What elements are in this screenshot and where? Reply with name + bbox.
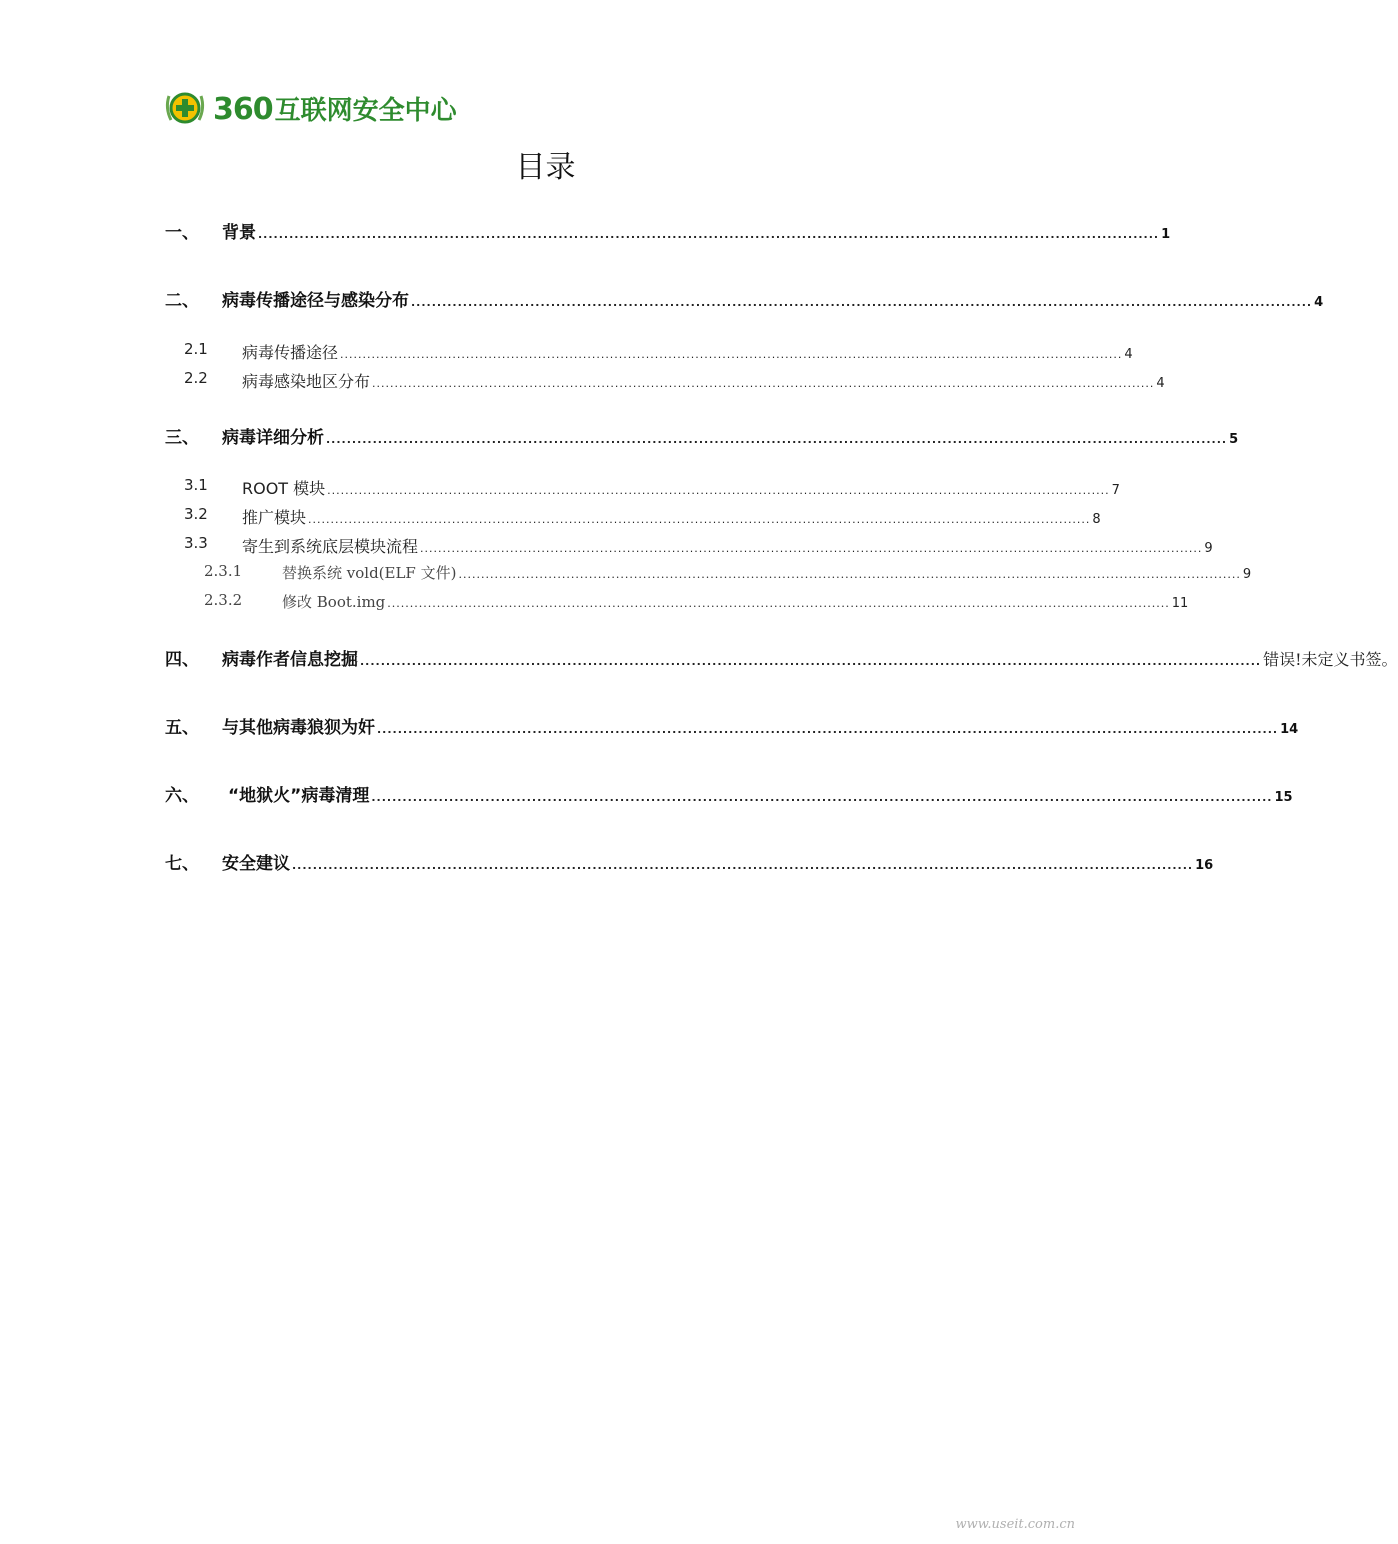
toc-entry-title[interactable]: 病毒感染地区分布 <box>242 372 371 391</box>
toc-entry-title[interactable]: 病毒作者信息挖掘 <box>222 650 358 670</box>
toc-entry-title[interactable]: 寄生到系统底层模块流程 <box>242 537 419 556</box>
toc-subsubentry[interactable] <box>0 562 1252 588</box>
brand-title: 互联网安全中心 <box>274 95 457 126</box>
toc-subentry[interactable] <box>0 369 1165 395</box>
toc-entry-page: 11 <box>1171 596 1189 611</box>
toc-entry-title[interactable]: 修改 Boot.img <box>282 593 386 611</box>
toc-entry-title[interactable]: “地狱火”病毒清理 <box>228 786 370 806</box>
dot-leader: .............................................................................................................................................................................. <box>371 791 1273 804</box>
toc-entry-title[interactable]: 病毒详细分析 <box>222 428 324 448</box>
toc-entry-title[interactable]: 背景 <box>222 223 256 243</box>
dot-leader: .............................................................................................................................................................................. <box>411 296 1313 309</box>
toc-entry-page: 9 <box>1204 541 1213 556</box>
toc-entry-page: 4 <box>1314 295 1324 310</box>
brand-name <box>213 90 457 127</box>
toc-entry-page: 16 <box>1195 858 1214 873</box>
dot-leader: .............................................................................................................................................................................. <box>360 655 1262 668</box>
toc-entry-page: 15 <box>1274 790 1293 805</box>
toc-entry[interactable] <box>0 781 1293 807</box>
toc-entry[interactable] <box>0 849 1214 875</box>
dot-leader: .............................................................................................................................................................................. <box>377 723 1279 736</box>
dot-leader: .............................................................................................................................................................................. <box>420 542 1203 555</box>
toc-entry-number: 七、 <box>165 854 199 874</box>
toc-entry-number: 三、 <box>165 428 199 448</box>
toc-subentry[interactable] <box>0 534 1213 560</box>
toc-entry-number: 2.2 <box>184 369 208 387</box>
toc-subentry[interactable] <box>0 476 1120 502</box>
dot-leader: .............................................................................................................................................................................. <box>308 513 1091 526</box>
toc-entry-number: 二、 <box>165 291 199 311</box>
toc-entry-number: 3.1 <box>184 476 208 494</box>
dot-leader: .............................................................................................................................................................................. <box>340 348 1123 361</box>
toc-entry[interactable] <box>0 423 1239 449</box>
toc-entry-page: 9 <box>1242 567 1252 582</box>
toc-entry-number: 3.2 <box>184 505 208 523</box>
toc-entry-number: 2.3.1 <box>204 562 243 580</box>
toc-entry-page: 14 <box>1280 722 1299 737</box>
toc-entry-page: 7 <box>1111 483 1120 498</box>
page-title: 目录 <box>515 150 576 185</box>
toc-entry-page-error: 错误!未定义书签。 <box>1263 650 1398 669</box>
toc-entry-number: 2.3.2 <box>204 591 243 609</box>
toc-entry-number: 一、 <box>165 223 199 243</box>
dot-leader: .............................................................................................................................................................................. <box>372 377 1155 390</box>
dot-leader: .............................................................................................................................................................................. <box>387 597 1170 610</box>
toc-entry-page: 8 <box>1092 512 1101 527</box>
toc-entry-title[interactable]: 与其他病毒狼狈为奸 <box>222 718 375 738</box>
dot-leader: .............................................................................................................................................................................. <box>327 484 1110 497</box>
toc-entry-title[interactable]: 病毒传播途径与感染分布 <box>222 291 409 311</box>
toc-entry-title[interactable]: ROOT 模块 <box>242 479 326 498</box>
toc-entry-number: 3.3 <box>184 534 208 552</box>
watermark: www.useit.com.cn <box>955 1517 1075 1532</box>
globe-cross-logo-icon <box>163 88 207 128</box>
toc-entry[interactable] <box>0 713 1299 739</box>
toc-entry-page: 4 <box>1156 376 1165 391</box>
toc-subentry[interactable] <box>0 340 1133 366</box>
brand-logo <box>163 88 457 128</box>
toc-entry-number: 四、 <box>165 650 199 670</box>
toc-entry-title[interactable]: 推广模块 <box>242 508 307 527</box>
toc-entry-title[interactable]: 病毒传播途径 <box>242 343 339 362</box>
toc-entry-title[interactable]: 替换系统 vold(ELF 文件) <box>282 564 457 582</box>
toc-entry[interactable] <box>0 645 1398 671</box>
toc-entry[interactable] <box>0 286 1324 312</box>
toc-entry-page: 4 <box>1124 347 1133 362</box>
toc-entry-title[interactable]: 安全建议 <box>222 854 290 874</box>
toc-entry-number: 五、 <box>165 718 199 738</box>
toc-entry-page: 5 <box>1229 432 1239 447</box>
toc-entry-number: 六、 <box>165 786 199 806</box>
dot-leader: .............................................................................................................................................................................. <box>458 568 1241 581</box>
dot-leader: .............................................................................................................................................................................. <box>258 228 1160 241</box>
dot-leader: .............................................................................................................................................................................. <box>292 859 1194 872</box>
dot-leader: .............................................................................................................................................................................. <box>326 433 1228 446</box>
toc-subsubentry[interactable] <box>0 591 1189 617</box>
toc-entry-page: 1 <box>1161 227 1171 242</box>
brand-number: 360 <box>213 91 273 127</box>
toc-entry-number: 2.1 <box>184 340 208 358</box>
toc-entry[interactable] <box>0 218 1171 244</box>
toc-subentry[interactable] <box>0 505 1101 531</box>
